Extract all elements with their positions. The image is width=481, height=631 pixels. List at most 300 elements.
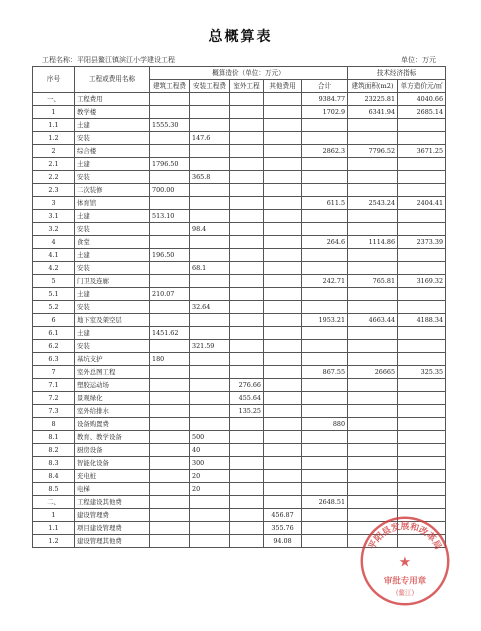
row-unit-cost: 2685.14 [398,106,446,119]
row-building-cost [150,522,190,535]
row-seq: 4.1 [33,249,75,262]
row-install-cost [190,379,230,392]
row-seq: 7.1 [33,379,75,392]
row-seq: 8 [33,418,75,431]
row-name: 地下室及架空层 [75,314,150,327]
row-install-cost [190,288,230,301]
row-outdoor-cost [230,314,264,327]
row-total: 867.55 [302,366,348,379]
row-total [302,327,348,340]
row-name: 综合楼 [75,145,150,158]
row-name: 安装 [75,262,150,275]
row-seq: 5 [33,275,75,288]
row-seq: 6 [33,314,75,327]
row-outdoor-cost [230,184,264,197]
row-building-cost [150,236,190,249]
row-total: 2862.3 [302,145,348,158]
row-other-cost [264,210,302,223]
row-total: 611.5 [302,197,348,210]
row-outdoor-cost [230,132,264,145]
row-other-cost [264,288,302,301]
table-row [33,418,446,431]
row-area [348,249,398,262]
row-total [302,483,348,496]
row-other-cost [264,145,302,158]
row-unit-cost [398,132,446,145]
row-unit-cost [398,158,446,171]
row-building-cost [150,340,190,353]
row-total [302,405,348,418]
row-area [348,496,398,509]
table-row [33,210,446,223]
row-total [302,301,348,314]
row-seq: 6.1 [33,327,75,340]
table-row [33,197,446,210]
row-total [302,249,348,262]
row-seq: 8.2 [33,444,75,457]
row-unit-cost [398,327,446,340]
row-area [348,262,398,275]
row-unit-cost [398,405,446,418]
row-unit-cost [398,392,446,405]
row-area [348,340,398,353]
row-outdoor-cost [230,509,264,522]
row-seq: 1 [33,509,75,522]
row-name: 食堂 [75,236,150,249]
row-unit-cost: 2373.39 [398,236,446,249]
row-area [348,132,398,145]
row-other-cost: 94.08 [264,535,302,548]
row-outdoor-cost [230,327,264,340]
row-area [348,158,398,171]
table-row [33,171,446,184]
row-name: 安装 [75,171,150,184]
row-building-cost: 700.00 [150,184,190,197]
row-outdoor-cost [230,249,264,262]
row-total [302,522,348,535]
row-seq: 1 [33,106,75,119]
row-install-cost: 20 [190,470,230,483]
row-seq: 8.1 [33,431,75,444]
row-outdoor-cost [230,457,264,470]
row-seq: 8.4 [33,470,75,483]
row-unit-cost [398,340,446,353]
row-total [302,210,348,223]
budget-table [32,66,446,548]
row-unit-cost [398,288,446,301]
row-name: 体育馆 [75,197,150,210]
row-name: 门卫及连廊 [75,275,150,288]
row-other-cost: 355.76 [264,522,302,535]
row-total [302,457,348,470]
row-other-cost [264,366,302,379]
row-install-cost [190,496,230,509]
row-unit-cost [398,119,446,132]
row-install-cost [190,314,230,327]
table-row [33,431,446,444]
row-outdoor-cost [230,119,264,132]
row-outdoor-cost [230,431,264,444]
row-total [302,223,348,236]
row-total [302,119,348,132]
row-outdoor-cost [230,236,264,249]
table-row [33,379,446,392]
row-other-cost [264,184,302,197]
row-seq: 4 [33,236,75,249]
row-other-cost [264,236,302,249]
row-name: 安装 [75,223,150,236]
row-install-cost [190,184,230,197]
header-name: 工程或费用名称 [75,67,150,93]
row-unit-cost [398,223,446,236]
row-building-cost [150,301,190,314]
row-name: 土建 [75,158,150,171]
row-seq: 3.2 [33,223,75,236]
row-name: 建设管理费 [75,509,150,522]
row-unit-cost: 3169.32 [398,275,446,288]
row-area: 1114.86 [348,236,398,249]
budget-table-body [33,93,446,548]
row-outdoor-cost [230,444,264,457]
row-unit-cost: 2404.41 [398,197,446,210]
row-name: 土建 [75,327,150,340]
table-row [33,301,446,314]
row-unit-cost: 4040.66 [398,93,446,106]
header-install: 安装工程费 [190,80,230,93]
row-area [348,184,398,197]
row-install-cost [190,353,230,366]
row-unit-cost [398,444,446,457]
row-outdoor-cost [230,93,264,106]
row-install-cost [190,509,230,522]
header-tech-group: 技术经济指标 [348,67,446,80]
row-outdoor-cost [230,483,264,496]
row-building-cost [150,314,190,327]
row-area [348,379,398,392]
row-area [348,392,398,405]
header-other: 其他费用 [264,80,302,93]
table-row [33,275,446,288]
row-seq: 5.1 [33,288,75,301]
stamp-sub: (鳌江) [395,588,415,597]
row-outdoor-cost [230,210,264,223]
row-building-cost: 196.50 [150,249,190,262]
row-other-cost [264,171,302,184]
row-area [348,431,398,444]
row-outdoor-cost [230,158,264,171]
table-row [33,288,446,301]
row-total [302,353,348,366]
row-seq: 二、 [33,496,75,509]
table-row [33,262,446,275]
table-row [33,119,446,132]
row-total [302,509,348,522]
row-building-cost [150,431,190,444]
row-name: 基坑支护 [75,353,150,366]
row-area [348,119,398,132]
row-seq: 1.2 [33,535,75,548]
row-total: 1953.21 [302,314,348,327]
row-outdoor-cost [230,366,264,379]
row-other-cost [264,457,302,470]
row-seq: 2 [33,145,75,158]
row-install-cost: 365.8 [190,171,230,184]
row-building-cost: 513.10 [150,210,190,223]
row-unit-cost [398,418,446,431]
row-total: 264.6 [302,236,348,249]
row-name: 厨房设备 [75,444,150,457]
row-name: 设备购置费 [75,418,150,431]
row-area: 23225.81 [348,93,398,106]
row-unit-cost [398,496,446,509]
page-title: 总概算表 [208,29,273,45]
row-install-cost [190,535,230,548]
row-other-cost [264,418,302,431]
row-building-cost [150,457,190,470]
row-unit-cost [398,470,446,483]
row-install-cost [190,418,230,431]
row-name: 智能化设备 [75,457,150,470]
header-budget-group: 概算造价（单位：万元） [150,67,348,80]
row-other-cost [264,470,302,483]
row-building-cost [150,197,190,210]
row-total [302,340,348,353]
row-name: 室外给排水 [75,405,150,418]
table-row [33,392,446,405]
row-area: 26665 [348,366,398,379]
header-seq: 序号 [33,67,75,93]
row-outdoor-cost [230,522,264,535]
row-unit-cost [398,184,446,197]
row-building-cost [150,444,190,457]
row-total: 880 [302,418,348,431]
header-unit-cost: 单方造价元/㎡ [398,80,446,93]
row-outdoor-cost: 276.66 [230,379,264,392]
row-name: 项目建设管理费 [75,522,150,535]
table-row [33,444,446,457]
row-area [348,171,398,184]
row-building-cost [150,132,190,145]
header-area: 建筑面积(m2) [348,80,398,93]
row-install-cost [190,327,230,340]
row-other-cost [264,93,302,106]
row-total: 2648.51 [302,496,348,509]
row-total [302,379,348,392]
row-name: 土建 [75,249,150,262]
row-seq: 2.1 [33,158,75,171]
table-row [33,470,446,483]
row-outdoor-cost [230,353,264,366]
unit-label: 单位：万元 [401,56,436,64]
row-area [348,470,398,483]
row-seq: 7 [33,366,75,379]
row-area [348,327,398,340]
header-total: 合计 [302,80,348,93]
row-area: 6341.94 [348,106,398,119]
row-outdoor-cost [230,470,264,483]
row-unit-cost: 4188.34 [398,314,446,327]
row-building-cost [150,366,190,379]
row-seq: 1.1 [33,522,75,535]
table-row [33,236,446,249]
row-name: 安装 [75,301,150,314]
row-outdoor-cost [230,288,264,301]
row-outdoor-cost [230,301,264,314]
row-seq: 6.3 [33,353,75,366]
row-name: 建设管理其他费 [75,535,150,548]
table-row [33,496,446,509]
row-name: 教学楼 [75,106,150,119]
row-total [302,535,348,548]
table-row [33,223,446,236]
row-building-cost [150,535,190,548]
row-area [348,288,398,301]
row-other-cost [264,392,302,405]
row-building-cost [150,223,190,236]
row-seq: 1.2 [33,132,75,145]
row-seq: 3 [33,197,75,210]
row-install-cost: 40 [190,444,230,457]
row-install-cost [190,119,230,132]
row-unit-cost: 325.35 [398,366,446,379]
row-other-cost [264,223,302,236]
row-other-cost [264,483,302,496]
project-name: 工程名称：平阳县鳌江镇滨江小学建设工程 [42,56,175,64]
row-building-cost: 1451.62 [150,327,190,340]
row-other-cost [264,405,302,418]
header-building: 建筑工程费 [150,80,190,93]
row-unit-cost [398,301,446,314]
row-install-cost [190,249,230,262]
row-building-cost [150,171,190,184]
row-total [302,184,348,197]
row-total [302,470,348,483]
table-row [33,327,446,340]
row-other-cost [264,314,302,327]
row-outdoor-cost [230,340,264,353]
table-row [33,132,446,145]
row-unit-cost [398,379,446,392]
row-install-cost [190,158,230,171]
row-unit-cost [398,353,446,366]
row-total [302,431,348,444]
row-other-cost [264,496,302,509]
row-install-cost: 147.6 [190,132,230,145]
row-total [302,392,348,405]
row-seq: 5.2 [33,301,75,314]
header-outdoor: 室外工程 [230,80,264,93]
row-install-cost [190,392,230,405]
row-building-cost: 1796.50 [150,158,190,171]
row-other-cost [264,431,302,444]
row-area [348,353,398,366]
row-name: 土建 [75,119,150,132]
row-building-cost [150,145,190,158]
row-install-cost [190,145,230,158]
row-building-cost [150,106,190,119]
row-total [302,288,348,301]
row-install-cost: 32.64 [190,301,230,314]
row-outdoor-cost [230,262,264,275]
table-row [33,93,446,106]
row-building-cost [150,379,190,392]
row-building-cost [150,392,190,405]
row-area [348,418,398,431]
row-name: 安装 [75,340,150,353]
row-area: 7796.52 [348,145,398,158]
stamp-text: 平阳县发展和改革局 [367,522,443,552]
row-area [348,457,398,470]
table-row [33,249,446,262]
row-install-cost: 321.59 [190,340,230,353]
row-building-cost [150,496,190,509]
row-other-cost [264,444,302,457]
row-seq: 7.2 [33,392,75,405]
row-building-cost [150,93,190,106]
table-row [33,340,446,353]
table-row [33,158,446,171]
row-outdoor-cost [230,197,264,210]
row-unit-cost [398,171,446,184]
row-total [302,444,348,457]
row-install-cost: 98.4 [190,223,230,236]
row-area [348,405,398,418]
row-other-cost [264,275,302,288]
row-total [302,171,348,184]
row-other-cost [264,158,302,171]
row-name: 土建 [75,210,150,223]
row-seq: 3.1 [33,210,75,223]
row-name: 景观绿化 [75,392,150,405]
row-install-cost [190,210,230,223]
row-building-cost: 210.07 [150,288,190,301]
row-seq: 8.3 [33,457,75,470]
row-building-cost [150,509,190,522]
row-name: 安装 [75,132,150,145]
row-install-cost [190,275,230,288]
row-install-cost [190,236,230,249]
row-seq: 6.2 [33,340,75,353]
row-unit-cost [398,457,446,470]
row-install-cost [190,522,230,535]
row-total: 242.71 [302,275,348,288]
table-row [33,457,446,470]
row-outdoor-cost [230,496,264,509]
row-name: 土建 [75,288,150,301]
table-row [33,184,446,197]
row-outdoor-cost [230,275,264,288]
row-other-cost [264,197,302,210]
row-other-cost [264,340,302,353]
row-other-cost [264,132,302,145]
row-seq: 7.3 [33,405,75,418]
row-building-cost [150,262,190,275]
row-seq: 8.5 [33,483,75,496]
table-row [33,483,446,496]
table-row [33,366,446,379]
row-install-cost [190,405,230,418]
stamp-star-icon: ★ [398,554,412,571]
row-area [348,210,398,223]
table-row [33,145,446,158]
row-unit-cost [398,262,446,275]
row-install-cost [190,93,230,106]
row-other-cost [264,119,302,132]
table-row [33,353,446,366]
row-other-cost [264,301,302,314]
row-install-cost [190,366,230,379]
row-name: 塑胶运动场 [75,379,150,392]
